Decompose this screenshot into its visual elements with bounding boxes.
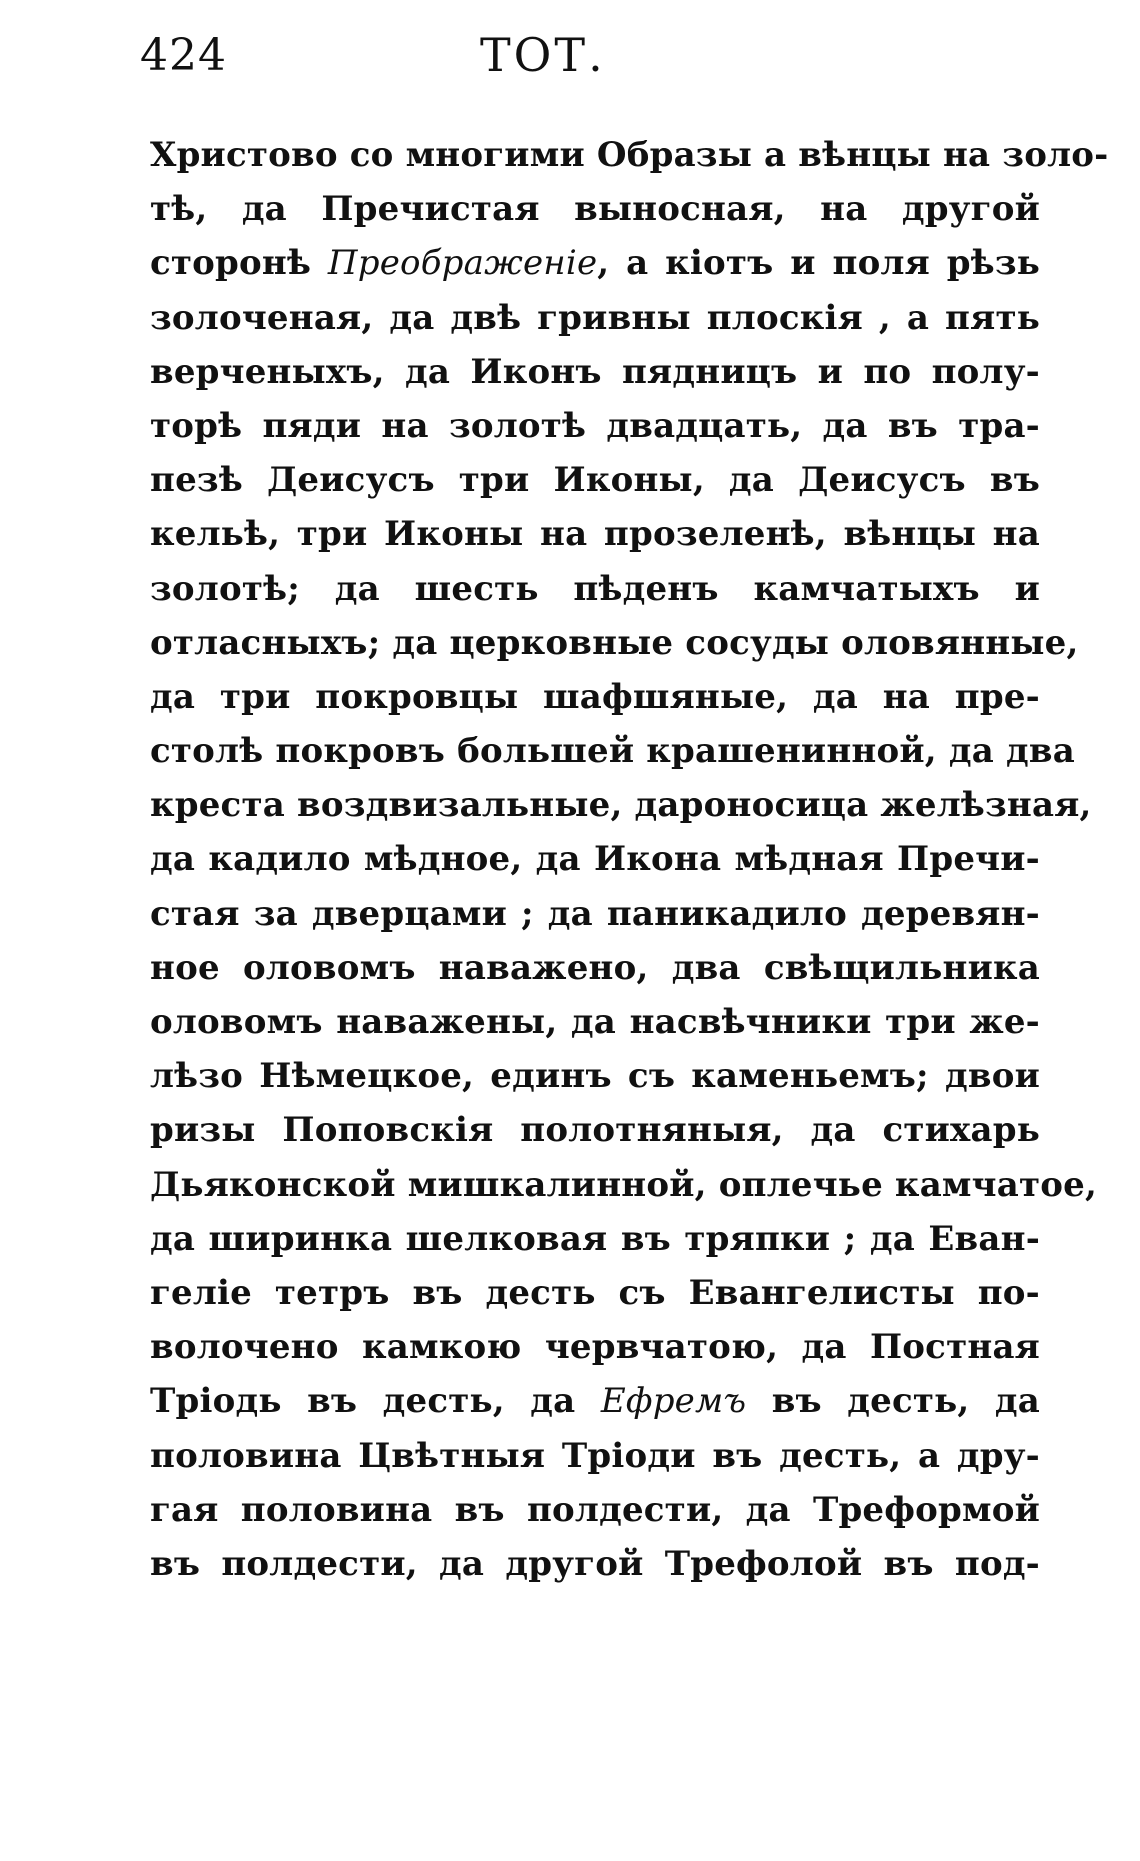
- text-line: въ полдести, да другой Трефолой въ под-: [150, 1543, 1040, 1584]
- text-line: да три покровцы шафшяные, да на пре-: [150, 676, 1040, 717]
- text-line: столѣ покровъ большей крашенинной, да два: [150, 731, 1075, 772]
- text-line: кельѣ, три Иконы на прозеленѣ, вѣнцы на: [150, 514, 1040, 555]
- text-line: Дьяконской мишкалинной, оплечье камчатое,: [150, 1164, 1097, 1205]
- text-line: ризы Поповскія полотняныя, да стихарь: [150, 1110, 1040, 1151]
- body-text: [150, 128, 1109, 1591]
- text-line: пезѣ Деисусъ три Иконы, да Деисусъ въ: [150, 460, 1040, 501]
- text-line: половина Цвѣтныя Тріоди въ десть, а дру-: [150, 1435, 1040, 1476]
- text-line: креста воздвизальные, дароносица желѣзная,: [150, 785, 1092, 826]
- text-line: волочено камкою червчатою, да Постная: [150, 1327, 1040, 1368]
- text-line: да кадило мѣдное, да Икона мѣдная Пречи-: [150, 839, 1040, 880]
- text-line: верченыхъ, да Иконъ пядницъ и по полу-: [150, 351, 1040, 392]
- text-line: стая за дверцами ; да паникадило деревян-: [150, 893, 1040, 934]
- running-head: ТОТ.: [480, 28, 606, 82]
- text-line: да ширинка шелковая въ тряпки ; да Еван-: [150, 1218, 1040, 1259]
- text-line: гая половина въ полдести, да Треформой: [150, 1489, 1040, 1530]
- text-line: Тріодь въ десть, да Ефремъ въ десть, да: [150, 1381, 1041, 1422]
- text-line: сторонѣ Преображеніе, а кіотъ и поля рѣзь: [150, 243, 1040, 284]
- text-line: тѣ, да Пречистая выносная, на другой: [150, 189, 1040, 230]
- text-line: лѣзо Нѣмецкое, единъ съ каменьемъ; двои: [150, 1056, 1040, 1097]
- text-line: торѣ пяди на золотѣ двадцать, да въ тра-: [150, 405, 1040, 446]
- text-line: Христово со многими Образы а вѣнцы на золо-: [150, 135, 1109, 175]
- text-line: геліе тетръ въ десть съ Евангелисты по-: [150, 1272, 1040, 1313]
- text-line: оловомъ наважены, да насвѣчники три же-: [150, 1002, 1040, 1042]
- text-line: отласныхъ; да церковные сосуды оловянные,: [150, 622, 1079, 663]
- text-line: золотѣ; да шесть пѣденъ камчатыхъ и: [150, 568, 1040, 609]
- page-number: 424: [140, 30, 227, 81]
- text-line: ное оловомъ наважено, два свѣщильника: [150, 947, 1040, 988]
- text-line: золоченая, да двѣ гривны плоскія , а пять: [150, 297, 1040, 338]
- page-header: [0, 24, 1140, 94]
